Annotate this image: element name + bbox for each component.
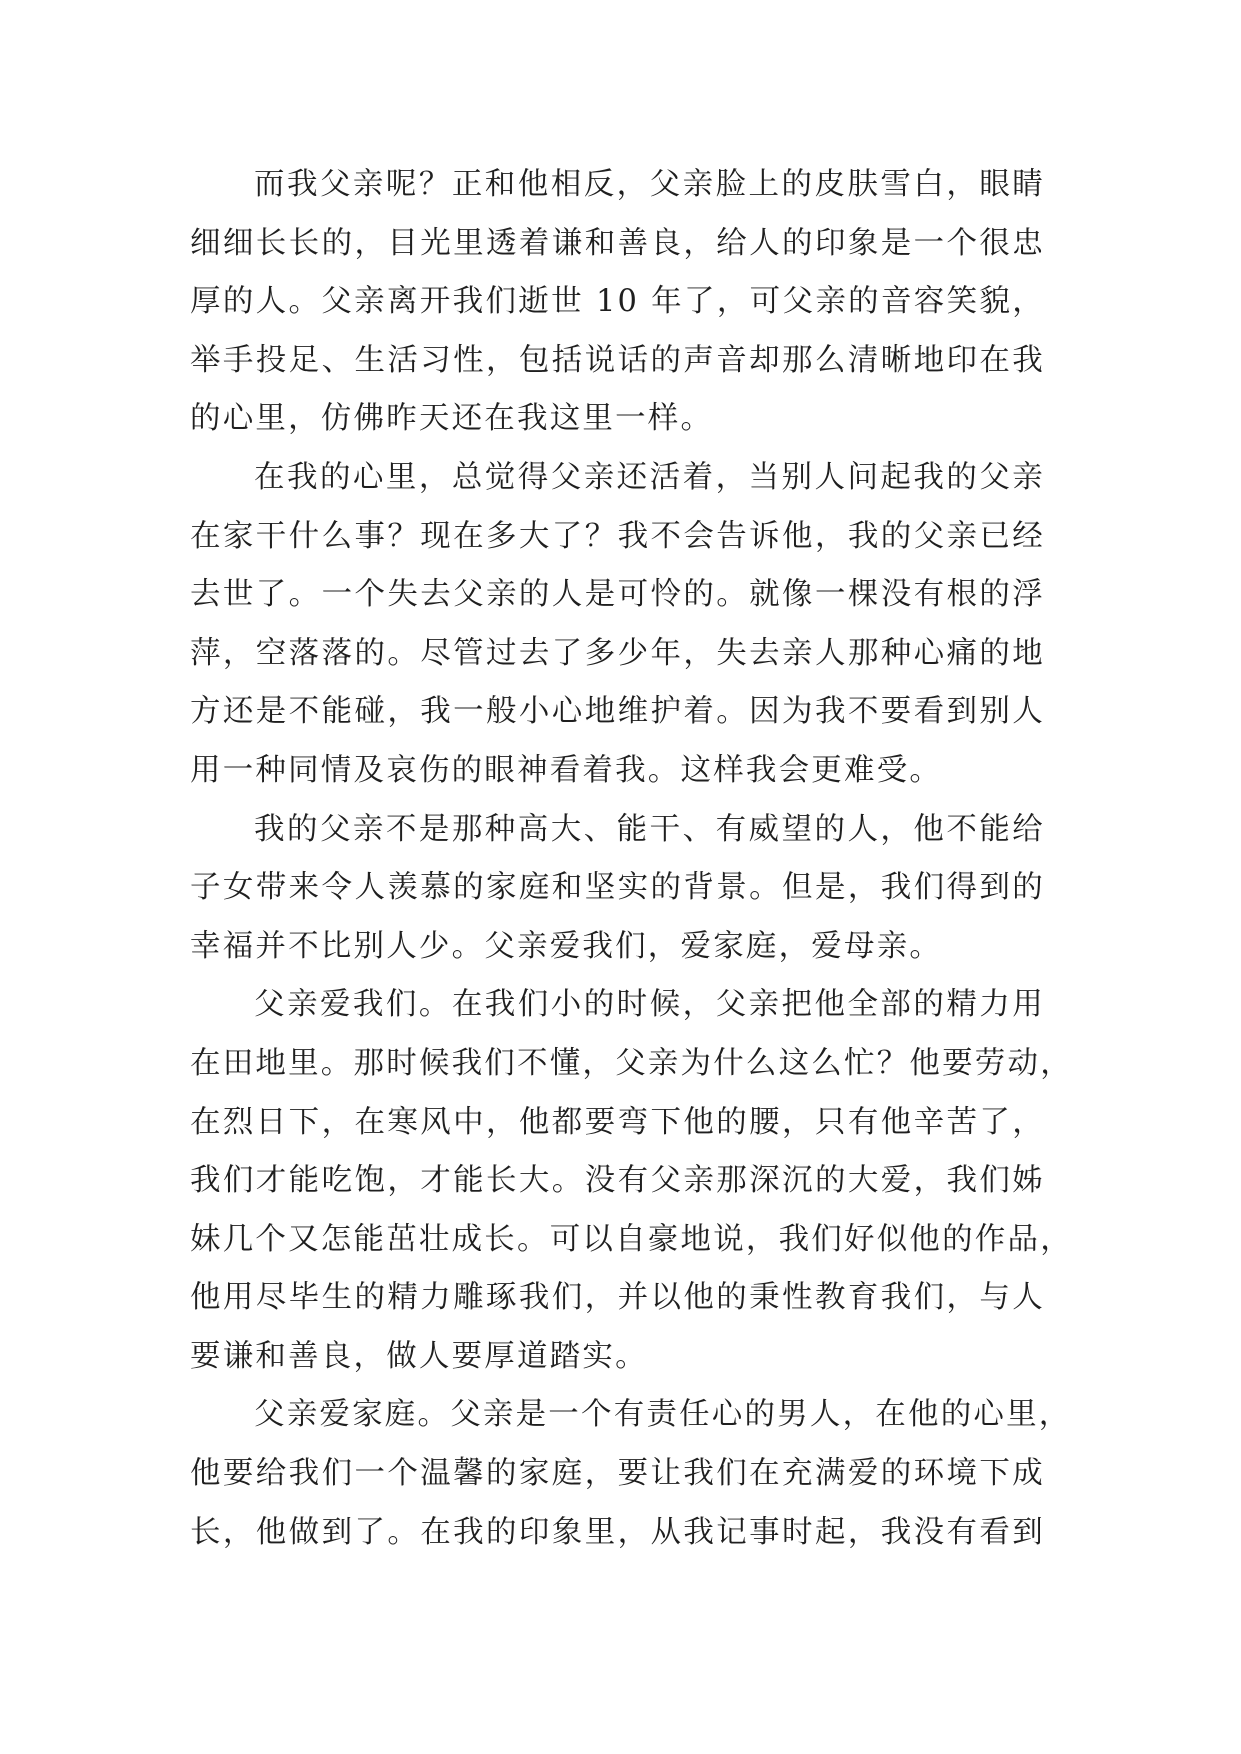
text-line: 在烈日下，在寒风中，他都要弯下他的腰，只有他辛苦了， <box>190 1104 1045 1140</box>
paragraph-3 <box>190 801 1045 977</box>
text-line: 用一种同情及哀伤的眼神看着我。这样我会更难受。 <box>190 752 943 788</box>
text-line: 他要给我们一个温馨的家庭，要让我们在充满爱的环境下成 <box>190 1456 1045 1492</box>
text-line: 细细长长的，目光里透着谦和善良，给人的印象是一个很忠 <box>190 225 1045 261</box>
text-line: 举手投足、生活习性，包括说话的声音却那么清晰地印在我 <box>190 342 1045 378</box>
text-line: 要谦和善良，做人要厚道踏实。 <box>190 1338 648 1374</box>
text-line: 而我父亲呢？正和他相反，父亲脸上的皮肤雪白，眼睛 <box>254 167 1045 202</box>
text-line: 长，他做到了。在我的印象里，从我记事时起，我没有看到 <box>190 1514 1045 1550</box>
text-line: 父亲爱我们。在我们小的时候，父亲把他全部的精力用 <box>254 987 1045 1023</box>
text-line: 我们才能吃饱，才能长大。没有父亲那深沉的大爱，我们姊 <box>190 1163 1045 1199</box>
text-line: 萍，空落落的。尽管过去了多少年，失去亲人那种心痛的地 <box>190 635 1045 671</box>
text-line: 的心里，仿佛昨天还在我这里一样。 <box>190 401 714 437</box>
text-line: 妹几个又怎能茁壮成长。可以自豪地说，我们好似他的作品， <box>190 1221 1073 1257</box>
document-body <box>190 156 1073 1562</box>
text-line: 他用尽毕生的精力雕琢我们，并以他的秉性教育我们，与人 <box>190 1280 1045 1316</box>
text-line: 子女带来令人羡慕的家庭和坚实的背景。但是，我们得到的 <box>190 870 1045 906</box>
text-line: 去世了。一个失去父亲的人是可怜的。就像一棵没有根的浮 <box>190 577 1045 613</box>
paragraph-1 <box>190 156 1045 449</box>
paragraph-2 <box>190 449 1045 801</box>
text-line: 在我的心里，总觉得父亲还活着，当别人问起我的父亲 <box>254 459 1045 495</box>
text-line: 在家干什么事？现在多大了？我不会告诉他，我的父亲已经 <box>190 518 1045 554</box>
text-line: 方还是不能碰，我一般小心地维护着。因为我不要看到别人 <box>190 694 1045 730</box>
paragraph-5 <box>190 1386 1072 1562</box>
text-line: 厚的人。父亲离开我们逝世 10 年了，可父亲的音容笑貌， <box>190 284 1045 320</box>
paragraph-4 <box>190 976 1073 1386</box>
text-line: 我的父亲不是那种高大、能干、有威望的人，他不能给 <box>254 811 1045 847</box>
text-line: 父亲爱家庭。父亲是一个有责任心的男人，在他的心里， <box>254 1397 1072 1433</box>
text-line: 幸福并不比别人少。父亲爱我们，爱家庭，爱母亲。 <box>190 928 943 964</box>
text-line: 在田地里。那时候我们不懂，父亲为什么这么忙？他要劳动， <box>190 1045 1073 1081</box>
